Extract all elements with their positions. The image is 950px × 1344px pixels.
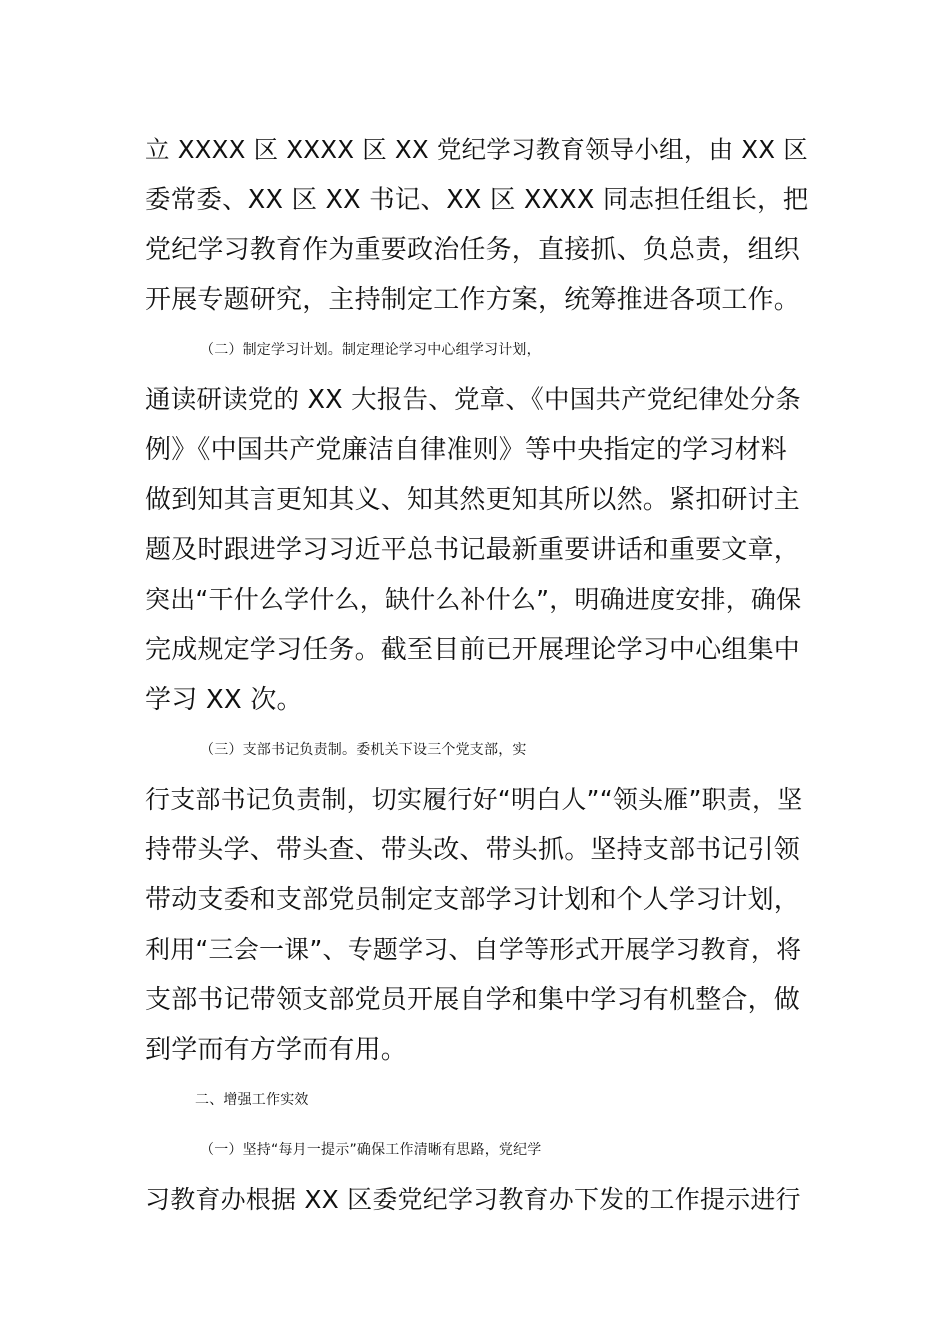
paragraph-line: （一）坚持“每月一提示”确保工作清晰有思路，党纪学 (200, 1142, 542, 1158)
paragraph-line: 党纪学习教育作为重要政治任务，直接抓、负总责，组织 (145, 235, 801, 265)
paragraph-line: 带动支委和支部党员制定支部学习计划和个人学习计划， (145, 885, 801, 915)
paragraph-line: 突出“干什么学什么，缺什么补什么”，明确进度安排，确保 (145, 585, 802, 614)
paragraph-line: 例》《中国共产党廉洁自律准则》等中央指定的学习材料 (145, 435, 788, 465)
paragraph-line: 行支部书记负责制，切实履行好“明白人”“领头雁”职责，坚 (145, 785, 803, 814)
paragraph-line: 委常委、XX 区 XX 书记、XX 区 XXXX 同志担任组长，把 (145, 185, 809, 215)
paragraph-line: 通读研读党的 XX 大报告、党章、《中国共产党纪律处分条 (145, 385, 802, 415)
paragraph-line: 学习 XX 次。 (145, 685, 303, 715)
paragraph-line: 支部书记带领支部党员开展自学和集中学习有机整合，做 (145, 985, 801, 1015)
paragraph-line: 完成规定学习任务。截至目前已开展理论学习中心组集中 (145, 635, 801, 665)
paragraph-line: 做到知其言更知其义、知其然更知其所以然。紧扣研讨主 (145, 485, 801, 515)
paragraph-line: 题及时跟进学习习近平总书记最新重要讲话和重要文章， (145, 535, 801, 565)
paragraph-line: （三）支部书记负责制。委机关下设三个党支部，实 (200, 742, 527, 758)
section-heading: 二、增强工作实效 (195, 1092, 309, 1108)
paragraph-line: 立 XXXX 区 XXXX 区 XX 党纪学习教育领导小组，由 XX 区 (145, 135, 808, 164)
paragraph-line: 到学而有方学而有用。 (145, 1035, 408, 1065)
paragraph-line: 习教育办根据 XX 区委党纪学习教育办下发的工作提示进行 (145, 1185, 801, 1214)
paragraph-line: 持带头学、带头查、带头改、带头抓。坚持支部书记引领 (145, 835, 801, 865)
paragraph-line: （二）制定学习计划。制定理论学习中心组学习计划， (200, 342, 541, 358)
paragraph-line: 利用“三会一课”、专题学习、自学等形式开展学习教育，将 (145, 935, 802, 964)
paragraph-line: 开展专题研究，主持制定工作方案，统筹推进各项工作。 (145, 285, 801, 315)
